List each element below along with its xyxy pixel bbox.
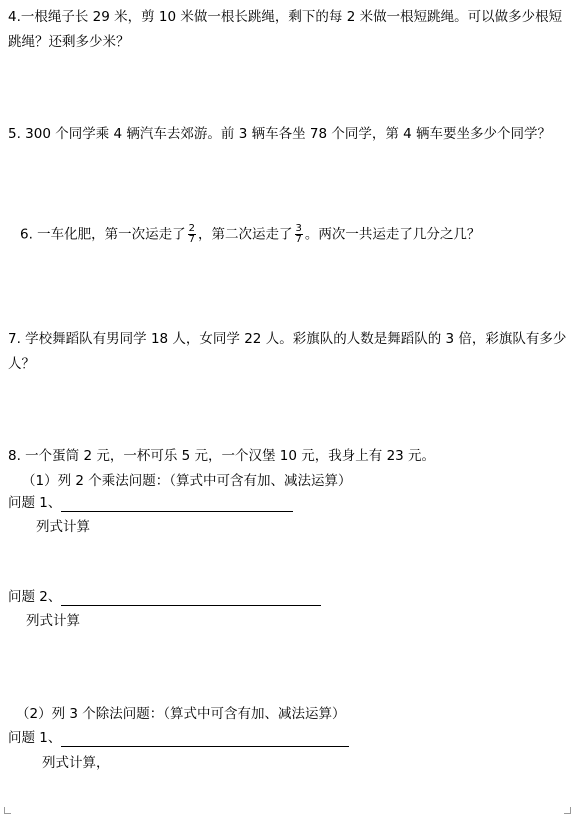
answer-blank[interactable] bbox=[61, 497, 293, 512]
question-8-part-2-heading: （2）列 3 个除法问题：（算式中可含有加、减法运算） bbox=[16, 706, 346, 722]
question-4-line-1: 4.一根绳子长 29 米，剪 10 米做一根长跳绳，剩下的每 2 米做一根短跳绳。可以做多少根短 bbox=[8, 9, 563, 25]
question-label: 问题 1、 bbox=[8, 730, 62, 746]
question-7-line-1: 7. 学校舞蹈队有男同学 18 人，女同学 22 人。彩旗队的人数是舞蹈队的 3 倍，彩旗队有多少 bbox=[8, 331, 567, 347]
answer-blank[interactable] bbox=[61, 732, 349, 747]
question-8-part-1-heading: （1）列 2 个乘法问题：（算式中可含有加、减法运算） bbox=[22, 473, 352, 489]
page-corner-mark-right bbox=[564, 807, 571, 814]
question-6-text-1: 6. 一车化肥，第一次运走了 bbox=[20, 226, 186, 243]
question-label: 问题 1、 bbox=[8, 495, 62, 511]
page-corner-mark-left bbox=[4, 807, 11, 814]
question-label: 问题 2、 bbox=[8, 589, 62, 605]
fraction-denominator: 7 bbox=[295, 234, 302, 245]
fraction-numerator: 3 bbox=[295, 223, 302, 234]
question-8-intro: 8. 一个蛋筒 2 元，一杯可乐 5 元，一个汉堡 10 元，我身上有 23 元。 bbox=[8, 448, 436, 464]
answer-blank[interactable] bbox=[61, 591, 321, 606]
question-5: 5. 300 个同学乘 4 辆汽车去郊游。前 3 辆车各坐 78 个同学，第 4 辆车要坐多少个同学？ bbox=[8, 126, 552, 142]
calculation-label: 列式计算 bbox=[26, 613, 80, 629]
part-1-question-2 bbox=[8, 588, 321, 606]
fraction-three-sevenths bbox=[295, 224, 303, 245]
calculation-label: 列式计算， bbox=[42, 755, 110, 771]
fraction-two-sevenths bbox=[188, 224, 196, 245]
question-6 bbox=[20, 224, 480, 245]
question-4-line-2: 跳绳？还剩多少米？ bbox=[8, 34, 130, 50]
part-1-question-1 bbox=[8, 494, 293, 512]
part-2-question-1 bbox=[8, 729, 349, 747]
calculation-label: 列式计算 bbox=[36, 519, 90, 535]
fraction-denominator: 7 bbox=[188, 234, 196, 245]
fraction-numerator: 2 bbox=[188, 223, 196, 234]
question-6-text-3: 。两次一共运走了几分之几？ bbox=[304, 226, 481, 243]
question-7-line-2: 人？ bbox=[8, 356, 35, 372]
question-6-text-2: ，第二次运走了 bbox=[198, 226, 293, 243]
